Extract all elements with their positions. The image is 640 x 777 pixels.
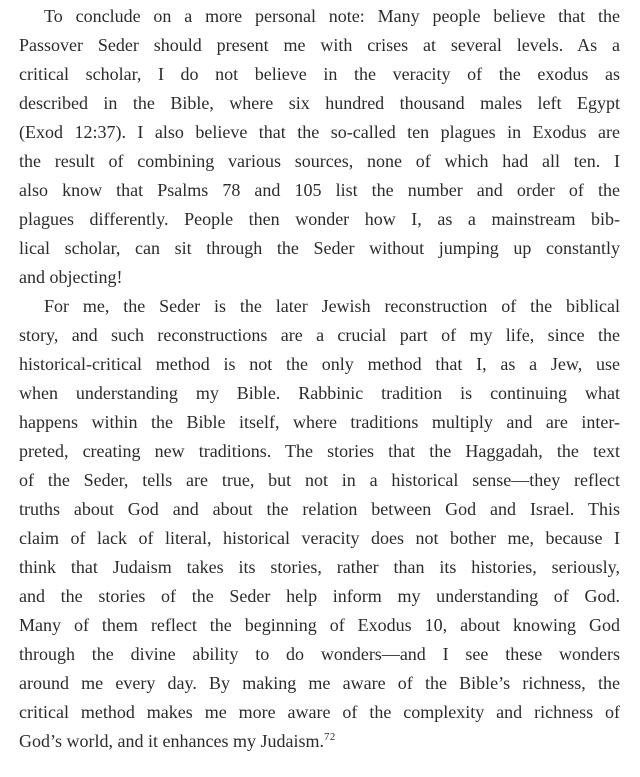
text-line: story, and such reconstructions are a crucial part of my life, since the — [19, 325, 620, 345]
text-line: also know that Psalms 78 and 105 list the number and order of the — [19, 180, 620, 200]
text-line: claim of lack of literal, historical veracity does not bother me, because I — [19, 528, 620, 548]
text-line: think that Judaism takes its stories, rather than its histories, seriously, — [19, 557, 620, 577]
text-line: critical scholar, I do not believe in the veracity of the exodus as — [19, 64, 620, 84]
text-line: through the divine ability to do wonders—and I see these wonders — [19, 644, 620, 664]
text-line: lical scholar, can sit through the Seder without jumping up constantly — [19, 238, 620, 258]
body-text — [19, 2, 620, 756]
text-line: preted, creating new traditions. The stories that the Haggadah, the text — [19, 441, 620, 461]
paragraph — [19, 292, 620, 756]
text-line: historical-critical method is not the only method that I, as a Jew, use — [19, 354, 620, 374]
text-line: plagues differently. People then wonder how I, as a mainstream bib- — [19, 209, 620, 229]
text-line: critical method makes me more aware of the complexity and richness of — [19, 702, 620, 722]
text-line: happens within the Bible itself, where traditions multiply and are inter- — [19, 412, 620, 432]
text-line: the result of combining various sources, none of which had all ten. I — [19, 151, 620, 171]
text-line: truths about God and about the relation between God and Israel. This — [19, 499, 620, 519]
text-line: God’s world, and it enhances my Judaism.$^{72}$ — [19, 731, 336, 751]
text-line: For me, the Seder is the later Jewish reconstruction of the biblical — [44, 296, 620, 316]
text-line: around me every day. By making me aware of the Bible’s richness, the — [19, 673, 620, 693]
text-line: Passover Seder should present me with crises at several levels. As a — [19, 35, 620, 55]
text-line: described in the Bible, where six hundred thousand males left Egypt — [19, 93, 620, 113]
text-line: (Exod 12:37). I also believe that the so-called ten plagues in Exodus are — [19, 122, 620, 142]
text-line: To conclude on a more personal note: Many people believe that the — [44, 6, 620, 26]
footnote-reference: 72 — [323, 731, 336, 743]
text-line: Many of them reflect the beginning of Exodus 10, about knowing God — [19, 615, 620, 635]
text-line: of the Seder, tells are true, but not in a historical sense—they reflect — [19, 470, 620, 490]
text-line: and objecting! — [19, 267, 123, 287]
text-line: when understanding my Bible. Rabbinic tradition is continuing what — [19, 383, 620, 403]
text-line: and the stories of the Seder help inform my understanding of God. — [19, 586, 620, 606]
paragraph — [19, 2, 620, 292]
